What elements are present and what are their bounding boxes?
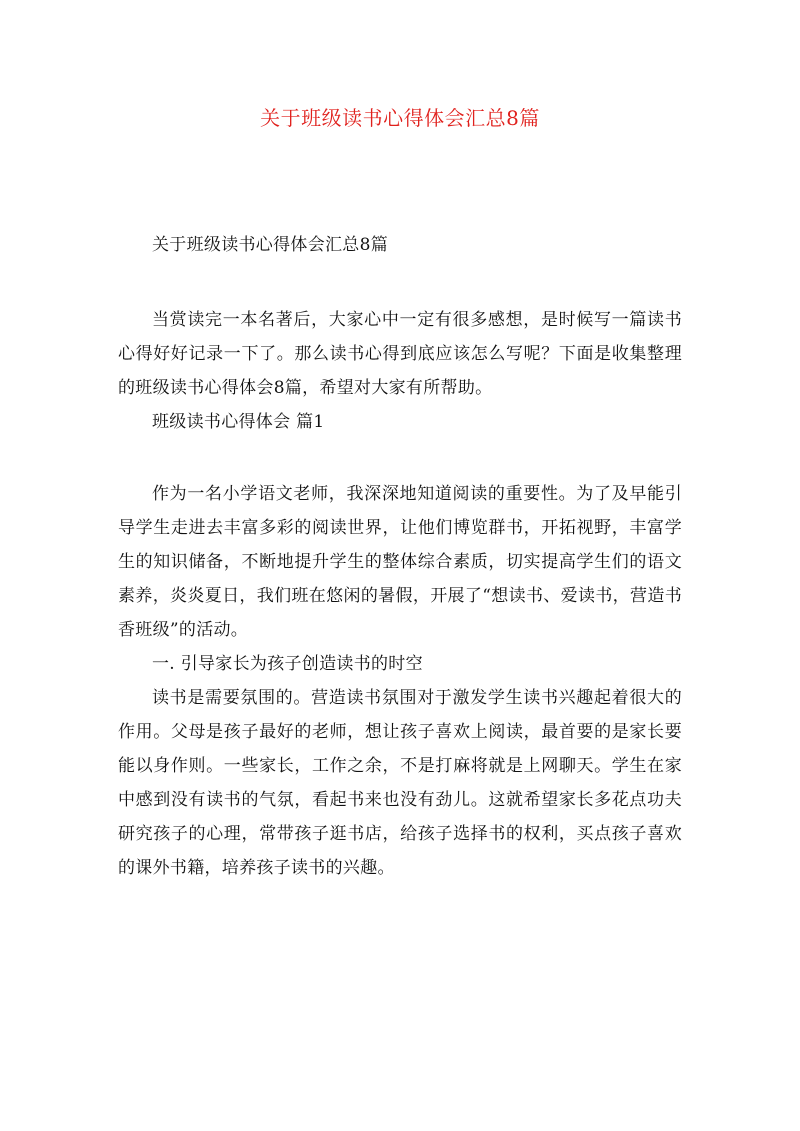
document-subtitle: 关于班级读书心得体会汇总8篇 — [152, 235, 389, 255]
document-body — [118, 228, 682, 885]
body-paragraph-1: 作为一名小学语文老师，我深深地知道阅读的重要性。为了及早能引导学生走进去丰富多彩的阅读世界，让他们博览群书，开拓视野，丰富学生的知识储备，不断地提升学生的整体综合素质，切实提高学生们的语文素养，炎炎夏日，我们班在悠闲的暑假，开展了“想读书、爱读书，营造书香班级”的活动。 — [118, 484, 682, 640]
subsection-heading-1: 一. 引导家长为孩子创造读书的时空 — [152, 654, 423, 674]
body-paragraph-2: 读书是需要氛围的。营造读书氛围对于激发学生读书兴趣起着很大的作用。父母是孩子最好的老师，想让孩子喜欢上阅读，最首要的是家长要能以身作则。一些家长，工作之余，不是打麻将就是上网聊天。学生在家中感到没有读书的气氛，看起书来也没有劲儿。这就希望家长多花点功夫研究孩子的心理，常带孩子逛书店，给孩子选择书的权利，买点孩子喜欢的课外书籍，培养孩子读书的兴趣。 — [118, 688, 682, 878]
intro-paragraph: 当赏读完一本名著后，大家心中一定有很多感想，是时候写一篇读书心得好好记录一下了。那么读书心得到底应该怎么写呢？下面是收集整理的班级读书心得体会8篇，希望对大家有所帮助。 — [118, 310, 682, 398]
document-title: 关于班级读书心得体会汇总8篇 — [260, 106, 540, 130]
section-heading-1: 班级读书心得体会 篇1 — [152, 412, 325, 432]
